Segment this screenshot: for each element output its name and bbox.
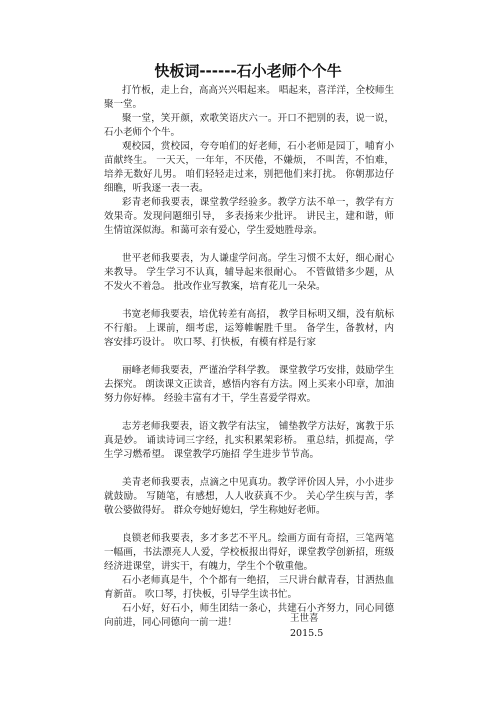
paragraph-campus: 观校园，赏校园，夸夸咱们的好老师，石小老师是园丁，哺育小苗献终生。 一天天，一年年，不厌倦，不嫌烦， 不叫苦，不怕难，培养无数好儿男。 咱们轻轻走过来，别把他们来打扰。 你朝那边仔细瞧，听我逐一表一表。 bbox=[104, 141, 394, 194]
paragraph-teacher-shukuan: 书宽老师我要表，培优转差有高招， 教学目标明又细，没有航标不行船。 上课前，细考虑，运筹帷幄胜千里。 备学生，备教材，内容安排巧设计。 吹口琴、打快板，有模有样是行家 bbox=[104, 309, 394, 348]
paragraph-gathering: 聚一堂，笑开颜，欢歌笑语庆六一。开口不把别的表，说一说，石小老师个个牛。 bbox=[104, 113, 394, 138]
paragraph-closing: 石小好，好石小，师生团结一条心，共建石小齐努力，同心同德向前进，同心同德向一前一进！ bbox=[104, 603, 394, 628]
paragraph-teacher-lifeng: 丽峰老师我要表，严谨治学科学教。 课堂教学巧安排，鼓励学生去探究。 朗读课文正读音，感悟内容有方法。网上买来小印章，加油努力你好棒。 经验丰富有才干，学生喜爱学得欢。 bbox=[104, 365, 394, 404]
paragraph-opening: 打竹板，走上台，高高兴兴唱起来。 唱起来，喜洋洋，全校师生聚一堂。 bbox=[104, 85, 394, 110]
paragraph-teacher-caiqing: 彩青老师我要表，课堂教学经验多。教学方法不单一，教学有方效果奇。发现问题细引导， 多表扬来少批评。 讲民主，建和谐，师生情谊深似海。和蔼可亲有爱心，学生爱她胜母亲。 bbox=[104, 197, 394, 236]
paragraph-teacher-zhifang: 志芳老师我要表，语文教学有法宝， 铺垫教学方法好，寓教于乐真是妙。 诵读诗词三字经，扎实积累架彩桥。 重总结，抓提高，学生学习燃希望。 课堂教学巧施招 学生进步节节高。 bbox=[104, 421, 394, 460]
author-signature: 王世喜 bbox=[290, 613, 319, 624]
paragraph-teacher-shiping: 世平老师我要表，为人谦虚学问高。学生习惯不太好，细心耐心来教导。 学生学习不认真，辅导起来很耐心。 不管做错多少题，从不发火不着急。 批改作业写教案，培育花儿一朵朵。 bbox=[104, 253, 394, 292]
document-title: 快板词------石小老师个个牛 bbox=[154, 62, 342, 80]
paragraph-teacher-meiqing: 美青老师我要表，点滴之中见真功。教学评价因人异，小小进步就鼓励。 写随笔，有感想，人人收获真不少。 关心学生疾与苦，孝敬公婆做得好。 群众夸她好媳妇，学生称她好老师。 bbox=[104, 477, 394, 516]
document-body bbox=[104, 84, 394, 630]
paragraph-all-teachers: 石小老师真是牛，个个都有一绝招， 三尺讲台献青春，甘洒热血育新苗。 吹口琴，打快板，引导学生读书忙。 bbox=[104, 575, 394, 600]
document-date: 2015.5 bbox=[290, 628, 324, 639]
paragraph-teacher-liangsuo: 良锁老师我要表，多才多艺不平凡。绘画方面有奇招，三笔两笔一幅画，书法漂亮人人爱，学校板报出得好，课堂教学创新招，班级经济进课堂，讲实干，有魄力，学生个个敬重他。 bbox=[104, 533, 394, 572]
